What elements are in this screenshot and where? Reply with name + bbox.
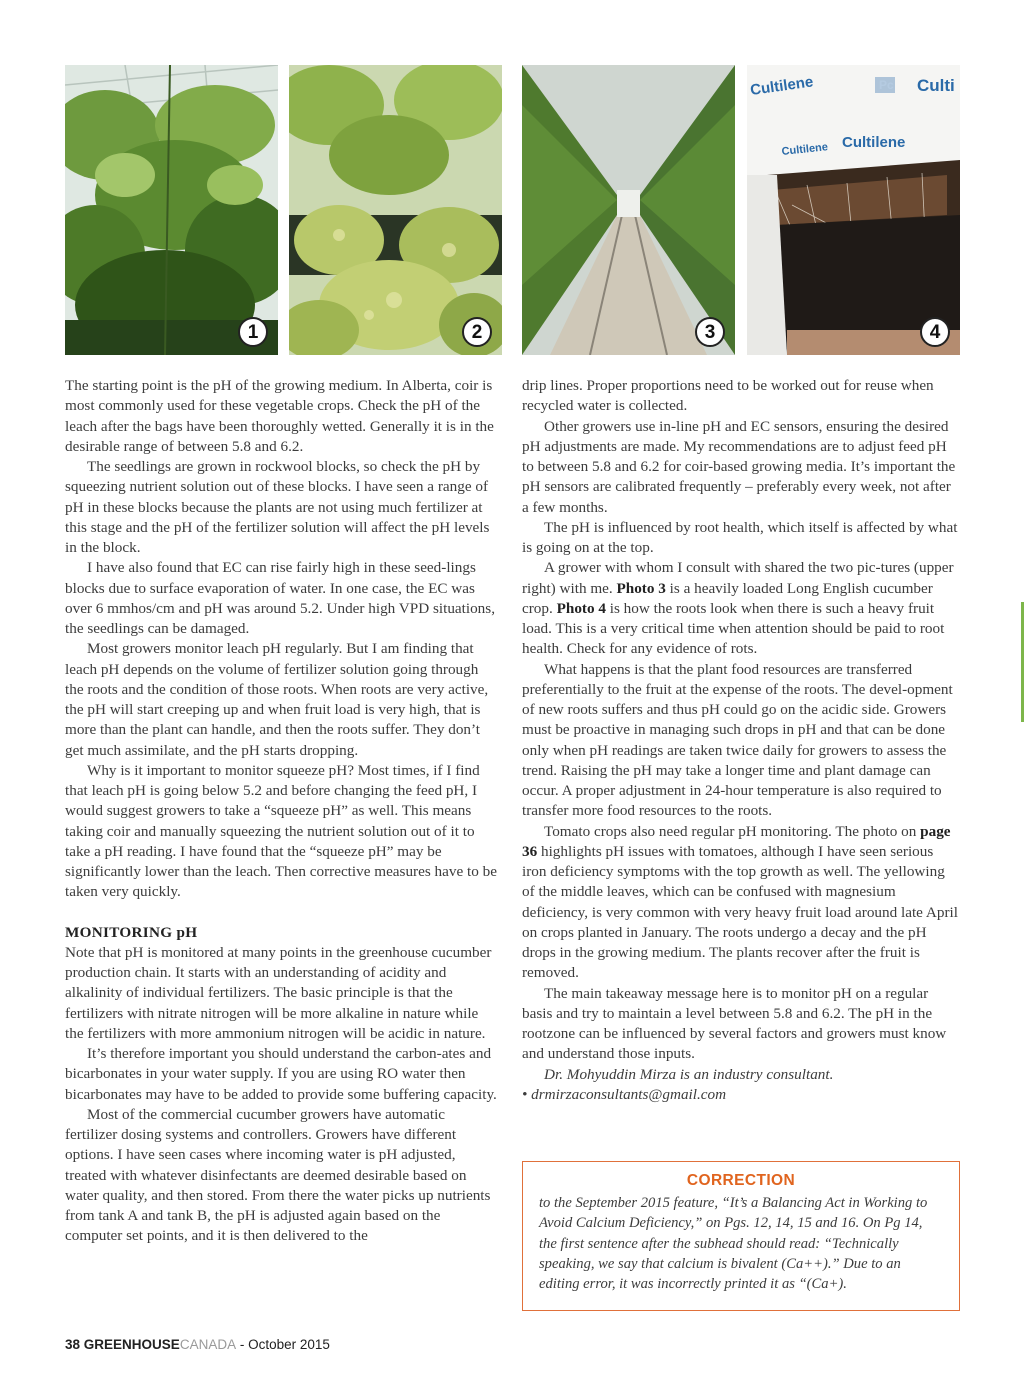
bag-label: Cultilene — [781, 141, 829, 158]
body-paragraph: It’s therefore important you should understand the carbon-ates and bicarbonates in your water supply. If you are using RO water then bicarbonates may have to be added to provide some buffering capacity. — [65, 1045, 497, 1103]
body-paragraph: The seedlings are grown in rockwool blocks, so check the pH by squeezing nutrient solution out of these blocks. I have seen a range of pH in these blocks because the plants are not using much fertilizer at this stage and the pH of the fertilizer solution will affect the pH levels in the block. — [65, 458, 490, 556]
correction-text: to the September 2015 feature, “It’s a Balancing Act in Working to Avoid Calcium Deficiency,” on Pgs. 12, 14, 15 and 16. On Pg 14, the first sentence after the subhead should read: “Technically speaking, we say that calcium is bivalent (Ca++).” Due to an editing error, it was incorrectly printed it as “(Ca+). — [539, 1195, 928, 1292]
photo-2 — [289, 65, 502, 355]
bag-label: Culti — [917, 76, 955, 95]
photo-3 — [522, 65, 735, 355]
author-bio: Dr. Mohyuddin Mirza is an industry consultant. — [544, 1065, 834, 1083]
correction-box — [522, 1161, 960, 1311]
yellowing-leaves-image — [289, 65, 502, 355]
body-paragraph: The main takeaway message here is to monitor pH on a regular basis and try to maintain a level between 5.8 and 6.2. The pH in the rootzone can be influenced by several factors and growers must know and understand those inputs. — [522, 984, 947, 1063]
body-paragraph: Note that pH is monitored at many points in the greenhouse cucumber production chain. It starts with an understanding of acidity and alkalinity of individual fertilizers. The basic principle is that the fertilizers with nitrate nitrogen will be more alkaline in nature while the fertilizers with more ammonium nitrogen will be acidic in nature. — [65, 943, 492, 1042]
photo-number-badge: 1 — [238, 317, 268, 347]
body-paragraph — [522, 558, 960, 659]
cucumber-canopy-image — [65, 65, 278, 355]
page-number: 38 — [65, 1337, 81, 1352]
photo-number-badge: 4 — [920, 317, 950, 347]
author-email: • drmirzaconsultants@gmail.com — [522, 1085, 727, 1103]
body-paragraph: Other growers use in-line pH and EC sensors, ensuring the desired pH adjustments are made. My recommendations are to adjust feed pH to between 5.8 and 6.2 for coir-based growing media. It’s important the pH sensors are calibrated frequently – preferably every week, not after a few months. — [522, 417, 956, 516]
photo-1 — [65, 65, 278, 355]
bag-label: Pc — [879, 78, 894, 92]
bag-label: Cultilene — [842, 134, 906, 151]
article-left-column — [65, 376, 497, 1247]
text-run: Tomato crops also need regular pH monitoring. The photo on — [544, 822, 921, 840]
body-paragraph: Most of the commercial cucumber growers have automatic fertilizer dosing systems and controllers. Growers have different options. I have seen cases where incoming water is pH adjusted, treated with whatever disinfectants are deemed desirable based on water quality, and then stored. From there the water picks up nutrients from tank A and tank B, the pH is adjusted again based on the computer set points, and it is then delivered to the — [65, 1105, 491, 1245]
greenhouse-aisle-image — [522, 65, 735, 355]
issue-date: - October 2015 — [239, 1337, 330, 1352]
body-paragraph: What happens is that the plant food resources are transferred preferentially to the fruit at the expense of the roots. The devel-opment of new roots suffers and thus pH could go on the acidic side. Growers must be proactive in managing such drops in pH and that can be done only when pH readings are taken twice daily for growers to assess the trend. Raising the pH may take a longer time and plant damage can occur. A proper adjustment in 24-hour temperature is also required to transfer more food resources to the roots. — [522, 660, 953, 820]
photo-number-badge: 3 — [695, 317, 725, 347]
text-run: is a heavily loaded Long English cucumber crop. — [522, 579, 933, 617]
correction-title: CORRECTION — [686, 1172, 796, 1189]
text-run: is how the roots look when there is such a heavy fruit load. This is a very critical time when attention should be paid to root health. Check for any evidence of rots. — [522, 599, 945, 658]
text-run: highlights pH issues with tomatoes, although I have seen serious iron deficiency symptoms with the top growth as well. The yellowing of the middle leaves, which can be confused with magnesium deficiency, is very common with very heavy fruit load around late April on crops planted in January. The roots undergo a decay and the pH drops in the growing medium. The plants recover after the fruit is removed. — [522, 842, 958, 982]
body-paragraph: drip lines. Proper proportions need to be worked out for reuse when recycled water is collected. — [522, 377, 934, 415]
body-paragraph: The pH is influenced by root health, which itself is affected by what is going on at the top. — [522, 518, 958, 556]
body-paragraph — [522, 822, 960, 984]
photo-4 — [747, 65, 960, 355]
page-reference: page 36 — [522, 822, 951, 860]
body-paragraph: Why is it important to monitor squeeze pH? Most times, if I find that leach pH is going below 5.2 and before changing the feed pH, I would suggest growers to take a “squeeze pH” as well. This means taking coir and manually squeezing the nutrient solution out of it to take a pH reading. I have found that the “squeeze pH” may be significantly lower than the leach. Then corrective measures have to be taken very quickly. — [65, 761, 497, 901]
photo-reference: Photo 4 — [556, 599, 606, 617]
photo-number-badge: 2 — [462, 317, 492, 347]
body-paragraph: Most growers monitor leach pH regularly. But I am finding that leach pH depends on the volume of fertilizer solution going through the roots and the condition of those roots. When roots are very active, the pH will start creeping up and when fruit load is very high, that is more than the plant can handle, and then the roots suffer. They don’t get much assimilate, and the pH starts dropping. — [65, 640, 489, 759]
magazine-name-suffix: CANADA — [179, 1337, 237, 1352]
body-paragraph: The starting point is the pH of the growing medium. In Alberta, coir is most commonly used for these vegetable crops. Check the pH of the leach after the bags have been thoroughly wetted. Generally it is in the desirable range of between 5.8 and 6.2. — [65, 377, 494, 455]
body-paragraph: I have also found that EC can rise fairly high in these seed-lings blocks due to surface evaporation of water. In one case, the EC was over 6 mmhos/cm and pH was around 5.2. Under high VPD situations, the seedlings can be damaged. — [65, 559, 495, 637]
text-run: A grower with whom I consult with shared the two pic-tures (upper right) with me. — [522, 559, 954, 597]
bag-label: Cultilene — [749, 73, 815, 99]
root-bag-image — [747, 65, 960, 355]
photo-reference: Photo 3 — [616, 579, 666, 597]
page-footer — [65, 1337, 330, 1352]
article-right-column — [522, 376, 960, 1105]
section-heading: MONITORING pH — [65, 923, 198, 941]
magazine-name: GREENHOUSE — [83, 1337, 180, 1352]
